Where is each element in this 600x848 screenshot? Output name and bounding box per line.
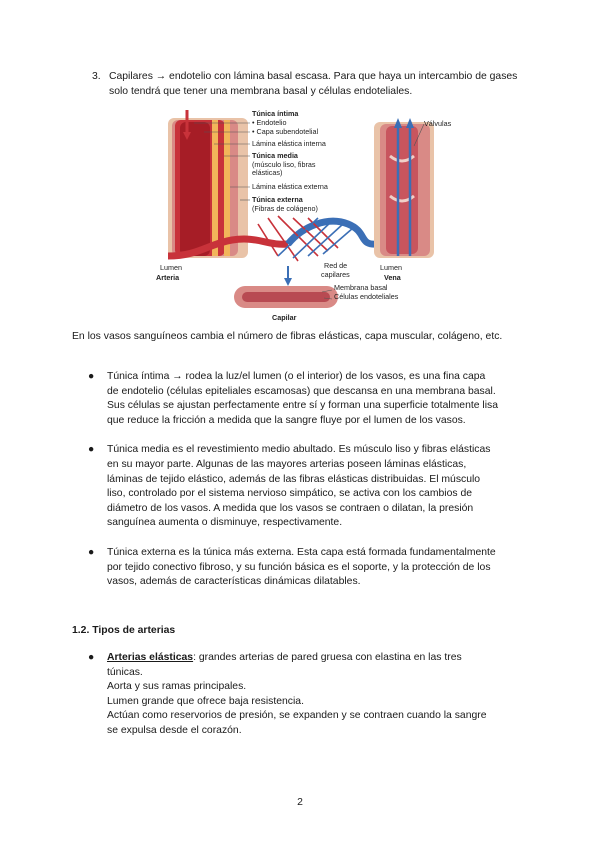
- text-line: túnicas.: [107, 666, 143, 678]
- label-lumen-right: Lumen: [380, 263, 402, 272]
- text-line: [107, 651, 532, 666]
- label-endotelio: • Endotelio: [252, 118, 287, 127]
- label-lamina-elastica-externa: Lámina elástica externa: [252, 182, 328, 191]
- section-heading: 1.2. Tipos de arterias: [72, 625, 176, 636]
- text-line: Túnica íntima → rodea la luz/el lumen (o el interior) de los vasos, es una fina capa: [107, 371, 486, 382]
- text-line: que reduce la fricción a medida que la sangre fluye por el lumen de los vasos.: [107, 414, 466, 426]
- tunicas-list: [72, 370, 532, 605]
- text-line: diámetro de los vasos. A medida que los vasos se contraen o dilatan, la presión: [107, 502, 474, 514]
- list-item: [72, 443, 532, 531]
- blood-vessel-figure: [128, 106, 462, 322]
- bullet-icon: ●: [88, 546, 95, 558]
- text-line: de endotelio (células epiteliales escamosas) que descansa en una membrana basal.: [107, 385, 496, 397]
- label-lamina-elastica-interna: Lámina elástica interna: [252, 139, 326, 148]
- label-membrana-basal: Membrana basal: [334, 283, 388, 292]
- label-capa-subendotelial: • Capa subendotelial: [252, 127, 319, 136]
- intro-paragraph: En los vasos sanguíneos cambia el número de fibras elásticas, capa muscular, colágeno, etc.: [72, 331, 503, 342]
- text-line: por tejido conectivo fibroso, y su función básica es el soporte, y la protección de los: [107, 561, 491, 573]
- term-definition: : grandes arterias de pared gruesa con elastina en las tres: [193, 652, 462, 663]
- label-celulas-endoteliales: Células endoteliales: [334, 292, 399, 301]
- list-item: [72, 370, 532, 428]
- text-line: liso, controlado por el sistema nervioso simpático, se activa con los cambios de: [107, 488, 472, 500]
- bullet-icon: ●: [88, 371, 95, 382]
- label-arteria: Arteria: [156, 273, 180, 282]
- bullet-icon: ●: [88, 652, 95, 663]
- label-red-capilares-1: Red de: [324, 261, 348, 270]
- label-tunica-media-desc-1: (músculo liso, fibras: [252, 160, 316, 169]
- label-vena: Vena: [384, 273, 401, 282]
- label-tunica-externa: Túnica externa: [252, 195, 303, 204]
- page-number: 2: [297, 797, 303, 808]
- text-line: se expulsa desde el corazón.: [107, 724, 242, 736]
- text-line: Túnica externa es la túnica más externa. Esta capa está formada fundamentalmente: [107, 546, 496, 558]
- text-line: Túnica media es el revestimiento medio abultado. Es músculo liso y fibras elásticas: [107, 444, 491, 456]
- label-fibras-colageno: (Fibras de colágeno): [252, 204, 318, 213]
- term-arterias-elasticas: Arterias elásticas: [107, 652, 194, 663]
- label-red-capilares-2: capilares: [321, 270, 350, 279]
- vein-drawing: [374, 118, 434, 258]
- label-tunica-media: Túnica media: [252, 151, 298, 160]
- text-line: vasos, además de características dinámicas dilatables.: [107, 576, 361, 588]
- text-line: en su mayor parte. Algunas de las mayores arterias poseen láminas elásticas,: [107, 458, 467, 470]
- text-line: Sus células se ajustan perfectamente entre sí y forman una superficie totalmente lisa: [107, 400, 499, 412]
- text-line: Lumen grande que ofrece baja resistencia.: [107, 695, 304, 707]
- tipos-arterias-list: [72, 651, 532, 739]
- label-lumen-left: Lumen: [160, 263, 182, 272]
- label-tunica-media-desc-2: elásticas): [252, 168, 283, 177]
- label-capilar: Capilar: [272, 313, 297, 322]
- list-item: [72, 651, 532, 739]
- text-line: láminas de tejido elástico, además de las fibras elásticas distribuidas. El músculo: [107, 473, 481, 485]
- list-item: [72, 546, 532, 590]
- list-item-capilares: [92, 70, 532, 99]
- list-item-text: Capilares → endotelio con lámina basal escasa. Para que haya un intercambio de gases solo tendrá que tener una membrana basal y células endoteliales.: [109, 71, 518, 97]
- label-tunica-intima: Túnica íntima: [252, 109, 299, 118]
- text-line: Actúan como reservorios de presión, se expanden y se contraen cuando la sangre: [107, 710, 487, 722]
- text-line: Aorta y sus ramas principales.: [107, 681, 247, 693]
- text-line: sanguínea aumenta o disminuye, respectivamente.: [107, 517, 343, 529]
- list-number: 3.: [92, 71, 101, 82]
- vessel-illustration: [128, 106, 462, 322]
- label-valvulas: Válvulas: [424, 119, 452, 128]
- bullet-icon: ●: [88, 444, 95, 456]
